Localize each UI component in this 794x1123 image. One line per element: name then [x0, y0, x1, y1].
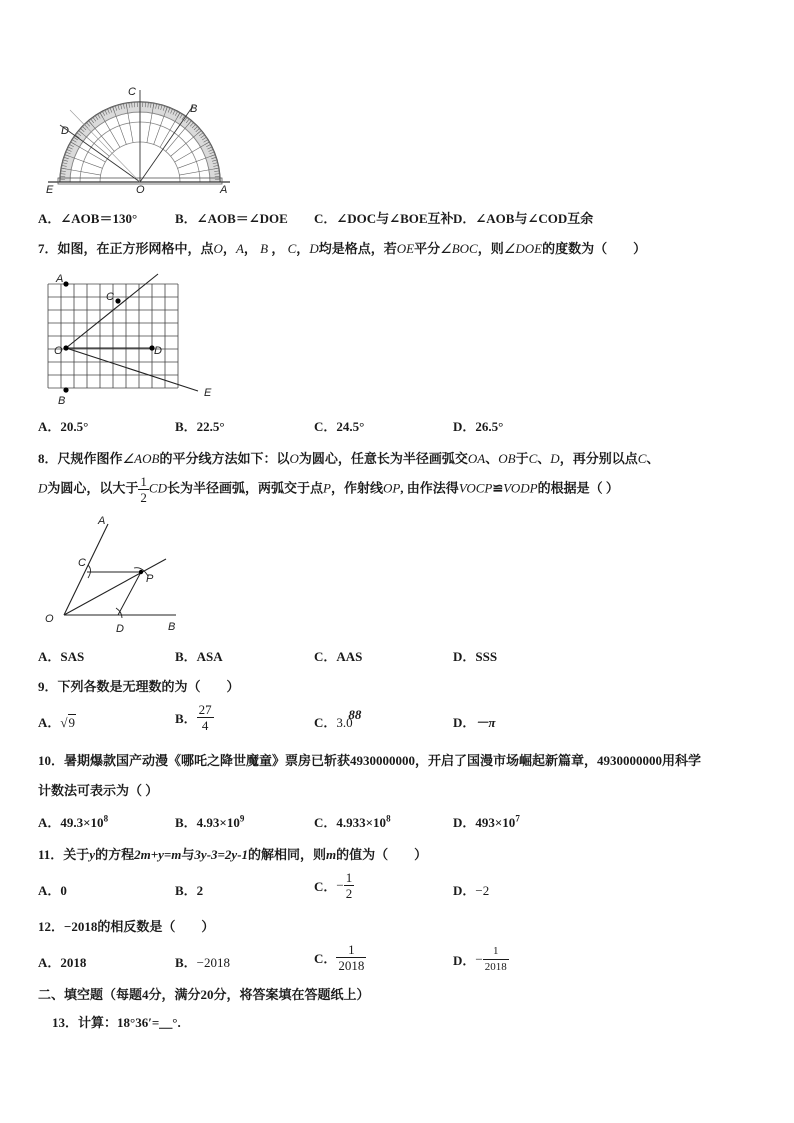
q6-option-d[interactable]: D．∠AOB与∠COD互余	[453, 211, 594, 226]
protractor-tick	[171, 131, 202, 157]
bisector-label-D: D	[116, 623, 124, 635]
q10-stem-line1: 10．暑期爆款国产动漫《哪吒之降世魔童》票房已斩获4930000000，开启了国漫市场崛起新篇章，4930000000用科学	[38, 753, 702, 768]
q9-option-a[interactable]: A．√9	[38, 715, 76, 730]
grid-label-O: O	[54, 345, 63, 357]
q7-stem: 7．如图，在正方形网格中，点O，A， B ， C，D均是格点，若OE平分∠BOC，则∠DOE的度数为（ ）	[38, 241, 647, 256]
q10-option-c[interactable]: C．$4.933\times 10^8$	[314, 813, 391, 830]
protractor-tick	[89, 121, 115, 152]
q9-option-d[interactable]: D．－π	[453, 715, 496, 730]
repeating-digits: 88	[348, 707, 362, 722]
q11-option-c[interactable]: C．− $\frac{1}{2}$	[314, 870, 353, 901]
q8-option-b[interactable]: B．ASA	[175, 649, 223, 664]
q11-option-b[interactable]: B．2	[175, 883, 204, 898]
q8-stem-line2: D为圆心，以大于 $\frac{1}{2}$ CD长为半径画弧，两弧交于点P，作射线OP, 由作法得VOCP≌VODP的根据是（ ）	[38, 474, 619, 505]
q11-option-d[interactable]: D．−2	[453, 883, 490, 898]
protractor-label-B: B	[190, 103, 198, 115]
protractor-label-A: A	[220, 184, 228, 196]
grid-figure	[38, 268, 228, 408]
q12-stem: 12．−2018的相反数是（ ）	[38, 919, 215, 934]
grid-label-B: B	[58, 395, 66, 407]
q10-option-b[interactable]: B．$4.93\times 10^9$	[175, 813, 245, 830]
bisector-label-P: P	[146, 573, 154, 585]
q9-stem: 9．下列各数是无理数的为（ ）	[38, 679, 240, 694]
q6-option-a[interactable]: A．∠AOB＝130°	[38, 211, 138, 226]
bisector-label-O: O	[45, 613, 54, 625]
protractor-figure	[40, 80, 240, 198]
section-heading: 二、填空题（每题4分，满分20分，将答案填在答题纸上）	[38, 987, 370, 1002]
half-fraction: $\frac{1}{2}$	[140, 474, 147, 505]
bisector-label-A: A	[98, 515, 106, 527]
q7-option-d[interactable]: D．26.5°	[453, 419, 504, 434]
q13-stem: 13．计算：18°36′=＿°.	[52, 1015, 181, 1030]
bisector-label-B: B	[168, 621, 176, 633]
q10-option-a[interactable]: A．$49.3\times 10^8$	[38, 813, 109, 830]
q12-option-d[interactable]: D．− $\frac{1}{2018}$	[453, 945, 507, 973]
q6-option-c[interactable]: C．∠DOC与∠BOE互补	[314, 211, 454, 226]
q8-option-a[interactable]: A．SAS	[38, 649, 85, 664]
q7-option-c[interactable]: C．24.5°	[314, 419, 365, 434]
q11-option-a[interactable]: A．0	[38, 883, 67, 898]
q12-option-a[interactable]: A．2018	[38, 955, 87, 970]
grid-label-C: C	[106, 291, 114, 303]
q9-option-c[interactable]: C．3.0 88	[314, 707, 362, 730]
q9-option-b[interactable]: B． $\frac{27}{4}$	[175, 702, 212, 733]
q6-option-b[interactable]: B．∠AOB＝∠DOE	[175, 211, 288, 226]
q8-option-d[interactable]: D．SSS	[453, 649, 498, 664]
q12-option-b[interactable]: B．−2018	[175, 955, 231, 970]
q7-option-b[interactable]: B．22.5°	[175, 419, 225, 434]
protractor-label-C: C	[128, 86, 136, 98]
q8-stem-line1: 8．尺规作图作∠AOB的平分线方法如下：以O为圆心，任意长为半径画弧交OA、OB于C、D，再分别以点C、	[38, 451, 660, 466]
q7-option-a[interactable]: A．20.5°	[38, 419, 89, 434]
bisector-label-C: C	[78, 557, 86, 569]
q10-option-d[interactable]: D．$493\times 10^7$	[453, 813, 520, 830]
bisector-figure	[38, 512, 188, 637]
protractor-tick	[166, 121, 192, 152]
q8-option-c[interactable]: C．AAS	[314, 649, 363, 664]
protractor-label-O: O	[136, 184, 145, 196]
q11-stem: 11．关于y的方程2m+y=m与3y-3=2y-1的解相同，则m的值为（ ）	[38, 847, 428, 862]
q10-stem-line2: 计数法可表示为（ ）	[38, 783, 159, 798]
protractor-label-E: E	[46, 184, 54, 196]
q12-option-c[interactable]: C． $\frac{1}{2018}$	[314, 942, 365, 973]
protractor-label-D: D	[61, 125, 69, 137]
sqrt-sign: √	[60, 715, 68, 730]
grid-label-A: A	[56, 273, 64, 285]
grid-label-D: D	[154, 345, 162, 357]
grid-label-E: E	[204, 387, 212, 399]
